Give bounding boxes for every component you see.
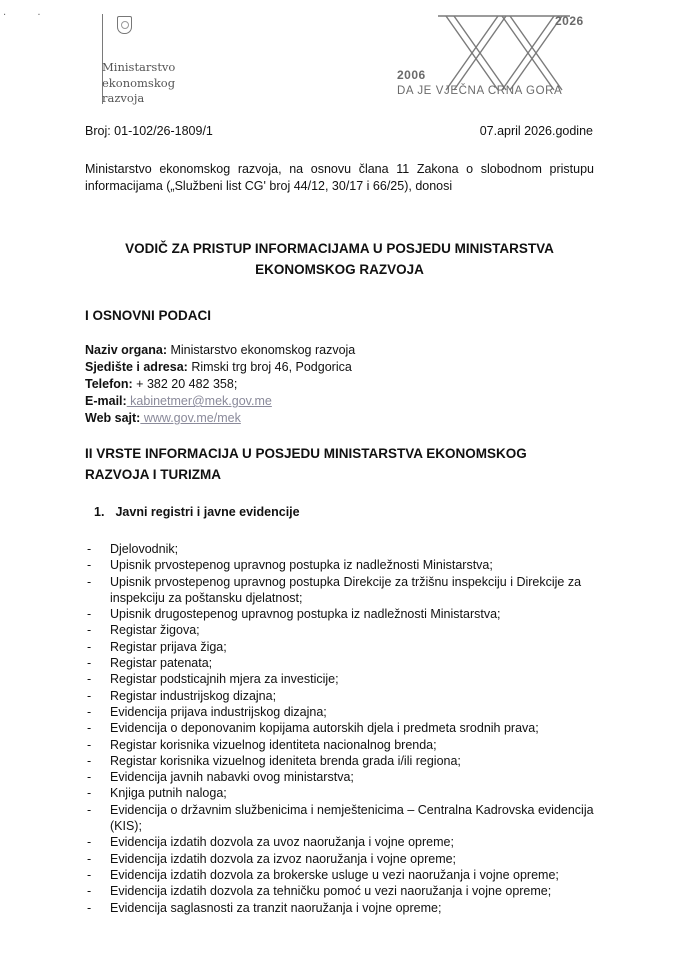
field-separator: : <box>128 377 133 391</box>
logo-year-2006: 2006 <box>397 68 426 82</box>
list-item-text: Evidencija izdatih dozvola za uvoz naoružanja i vojne opreme; <box>110 835 454 850</box>
section-heading-line: II VRSTE INFORMACIJA U POSJEDU MINISTARSTVA EKONOMSKOG <box>85 446 527 461</box>
list-item <box>85 834 600 850</box>
list-bullet: - <box>87 688 92 703</box>
list-item <box>85 753 600 769</box>
list-bullet: - <box>87 574 92 589</box>
field-value: Rimski trg broj 46, Podgorica <box>187 360 352 374</box>
field-label: Telefon <box>85 377 129 391</box>
list-item-text: Upisnik prvostepenog upravnog postupka iz nadležnosti Ministarstva; <box>110 558 493 573</box>
basic-data-block <box>85 342 355 427</box>
list-item <box>85 655 600 671</box>
list-item-text: Djelovodnik; <box>110 542 179 556</box>
list-item <box>85 851 600 867</box>
list-bullet: - <box>87 835 92 850</box>
list-item <box>85 737 600 753</box>
subheading-public-registers <box>94 505 300 519</box>
field-separator: : <box>136 411 141 425</box>
subheading-number: 1. <box>94 505 105 519</box>
list-item-text: Registar žigova; <box>110 623 200 638</box>
field-address <box>85 359 355 376</box>
list-item <box>85 802 600 835</box>
list-bullet: - <box>87 900 92 915</box>
logo-year-2026: 2026 <box>555 14 584 28</box>
list-item <box>85 785 600 801</box>
list-item-text: Registar podsticajnih mjera za investicije; <box>110 672 339 687</box>
list-item <box>85 606 600 622</box>
coat-of-arms-icon <box>117 16 132 34</box>
ministry-name-line: Ministarstvo <box>102 60 176 74</box>
list-bullet: - <box>87 802 92 817</box>
list-item <box>85 769 600 785</box>
ministry-name-line: ekonomskog <box>102 75 176 90</box>
field-phone <box>85 376 355 393</box>
list-bullet: - <box>87 542 92 556</box>
ministry-name <box>102 60 175 107</box>
list-item-text: Evidencija o državnim službenicima i nemještenicima – Centralna Kadrovska evidencija (KIS); <box>110 802 594 834</box>
section-heading-line: RAZVOJA I TURIZMA <box>85 467 221 482</box>
list-item-text: Upisnik prvostepenog upravnog postupka Direkcije za tržišnu inspekciju i Direkcije za inspekciju za poštansku djelatnost; <box>110 574 582 605</box>
intro-line: Ministarstvo ekonomskog razvoja, na osnovu člana 11 Zakona o slobodnom pristupu <box>85 162 594 176</box>
list-item <box>85 541 600 557</box>
list-item-text: Evidencija o deponovanim kopijama autorskih djela i predmeta srodnih prava; <box>110 721 539 736</box>
website-link[interactable]: www.gov.me/mek <box>140 411 241 425</box>
list-item <box>85 688 600 704</box>
document-title <box>85 238 594 280</box>
list-item <box>85 867 600 883</box>
scan-corner-marks: · · <box>3 10 55 21</box>
list-item <box>85 622 600 638</box>
list-item <box>85 900 600 916</box>
field-label: Naziv organa <box>85 343 163 357</box>
list-item-text: Evidencija prijava industrijskog dizajna; <box>110 704 327 719</box>
list-bullet: - <box>87 770 92 785</box>
subheading-text: Javni registri i javne evidencije <box>115 505 300 519</box>
list-item <box>85 671 600 687</box>
list-item-text: Registar patenata; <box>110 656 213 671</box>
field-label: Web sajt <box>85 411 137 425</box>
list-bullet: - <box>87 867 92 882</box>
list-bullet: - <box>87 737 92 752</box>
list-bullet: - <box>87 623 92 638</box>
field-email <box>85 393 355 410</box>
intro-line: informacijama („Službeni list CG' broj 44/12, 30/17 i 66/25), donosi <box>85 179 453 193</box>
list-item-text: Upisnik drugostepenog upravnog postupka iz nadležnosti Ministarstva; <box>110 607 501 622</box>
list-bullet: - <box>87 721 92 736</box>
list-item-text: Evidencija izdatih dozvola za izvoz naoružanja i vojne opreme; <box>110 851 457 866</box>
field-separator: : <box>183 360 188 374</box>
document-date: 07.april 2026.godine <box>479 124 593 138</box>
field-value: Ministarstvo ekonomskog razvoja <box>166 343 356 357</box>
list-item-text: Registar industrijskog dizajna; <box>110 688 277 703</box>
header-divider <box>88 14 103 104</box>
registers-list <box>85 541 600 916</box>
list-item-text: Evidencija izdatih dozvola za tehničku pomoć u vezi naoružanja i vojne opreme; <box>110 884 552 899</box>
field-organ-name <box>85 342 355 359</box>
list-item <box>85 704 600 720</box>
field-separator: : <box>162 343 167 357</box>
list-bullet: - <box>87 786 92 801</box>
field-website <box>85 410 355 427</box>
list-bullet: - <box>87 884 92 899</box>
list-bullet: - <box>87 753 92 768</box>
intro-paragraph <box>85 161 594 195</box>
email-link[interactable]: kabinetmer@mek.gov.me <box>126 394 272 408</box>
reference-number: Broj: 01-102/26-1809/1 <box>85 124 213 138</box>
list-bullet: - <box>87 672 92 687</box>
list-item-text: Evidencija izdatih dozvola za brokerske usluge u vezi naoružanja i vojne opreme; <box>110 867 559 882</box>
field-value: + 382 20 482 358; <box>132 377 238 391</box>
list-item-text: Registar prijava žiga; <box>110 639 227 654</box>
section-heading-basic-data: I OSNOVNI PODACI <box>85 308 212 323</box>
list-item <box>85 557 600 573</box>
list-bullet: - <box>87 656 92 671</box>
list-item <box>85 883 600 899</box>
list-bullet: - <box>87 558 92 573</box>
logo-slogan: DA JE VJEČNA CRNA GORA <box>397 85 563 97</box>
field-label: Sjedište i adresa <box>85 360 184 374</box>
list-bullet: - <box>87 704 92 719</box>
list-item-text: Evidencija javnih nabavki ovog ministarstva; <box>110 770 354 785</box>
list-bullet: - <box>87 639 92 654</box>
list-item-text: Knjiga putnih naloga; <box>110 786 227 801</box>
title-line: EKONOMSKOG RAZVOJA <box>255 262 424 277</box>
list-item-text: Registar korisnika vizuelnog identiteta nacionalnog brenda; <box>110 737 437 752</box>
field-label: E-mail <box>85 394 123 408</box>
list-item <box>85 639 600 655</box>
list-item-text: Evidencija saglasnosti za tranzit naoružanja i vojne opreme; <box>110 900 442 915</box>
list-item-text: Registar korisnika vizuelnog ideniteta brenda grada i/ili regiona; <box>110 753 461 768</box>
list-item <box>85 720 600 736</box>
ministry-name-line: razvoja <box>102 91 145 105</box>
field-separator: : <box>122 394 127 408</box>
list-bullet: - <box>87 607 92 622</box>
title-line: VODIČ ZA PRISTUP INFORMACIJAMA U POSJEDU MINISTARSTVA <box>125 241 554 256</box>
list-bullet: - <box>87 851 92 866</box>
list-item <box>85 574 600 607</box>
section-heading-information-types <box>85 443 527 485</box>
